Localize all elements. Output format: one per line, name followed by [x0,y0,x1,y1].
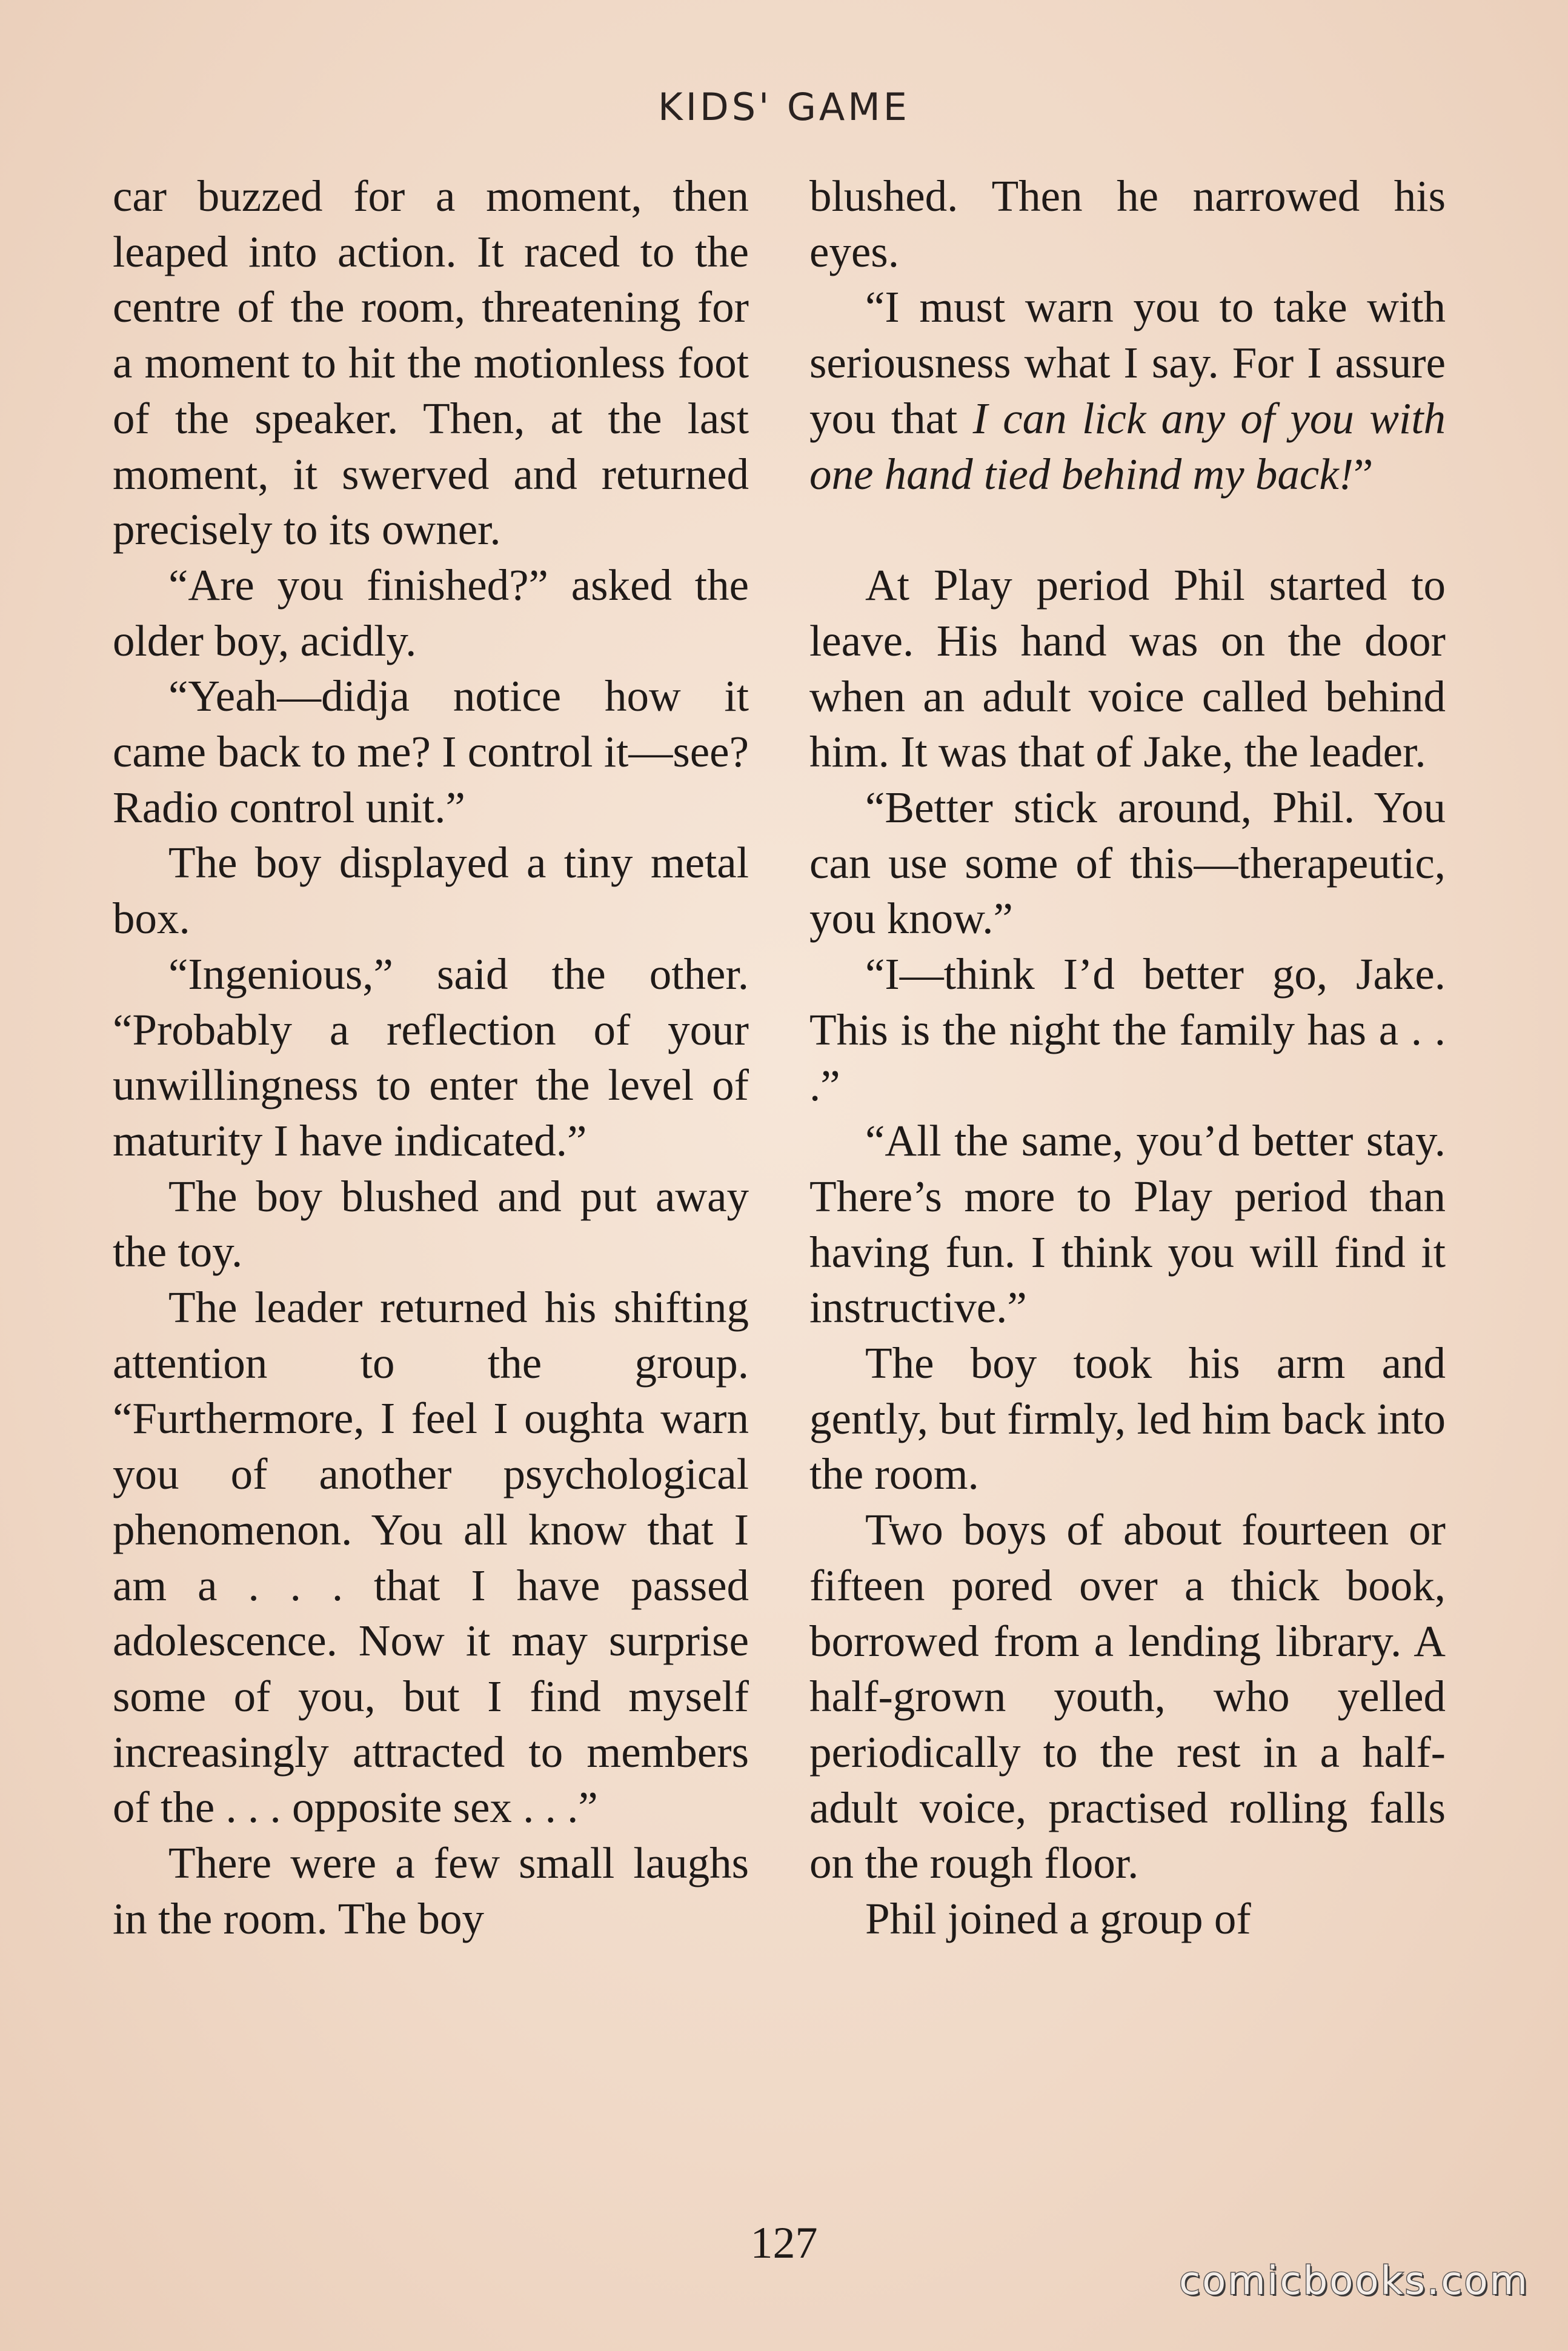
paragraph: “Ingenious,” said the other. “Probably a reflection of your unwillingness to enter the level of maturity I have indicated.” [113,949,749,1165]
closing-quote: ” [1354,449,1374,499]
paragraph: “Yeah—didja notice how it came back to me? I control it—see? Radio control unit.” [113,671,749,832]
left-column [113,168,749,1947]
italic-emphasis: I can lick any of you with one hand tied behind my back! [809,393,1446,499]
paragraph: There were a few small laughs in the room. The boy [113,1838,749,1943]
paragraph: Phil joined a group of [865,1894,1251,1944]
paragraph: “Are you finished?” asked the older boy, acidly. [113,560,749,665]
watermark-logo: comicbooks.com [1178,2259,1529,2304]
paragraph: The boy displayed a tiny metal box. [113,838,749,943]
page-number: 127 [750,2218,818,2268]
paragraph: “Better stick around, Phil. You can use some of this—therapeutic, you know.” [809,783,1446,943]
right-column [809,168,1446,1947]
paragraph: The boy took his arm and gently, but firmly, led him back into the room. [809,1338,1446,1499]
paragraph: “I—think I’d better go, Jake. This is the night the family has a . . .” [809,949,1446,1110]
paragraph: The leader returned his shifting attention to the group. “Furthermore, I feel I oughta warn you of another psychological phenomenon. You all know that I am a . . . that I have passed adolescence. Now it may surprise some of you, but I find myself increasingly attracted to members of the . . . opposite sex . . .” [113,1283,749,1832]
paragraph [809,279,1446,502]
paragraph: car buzzed for a moment, then leaped into action. It raced to the centre of the room, threatening for a moment to hit the motionless foot of the speaker. Then, at the last moment, it swerved and returned precisely to its owner. [113,171,749,554]
paragraph: “All the same, you’d better stay. There’s more to Play period than having fun. I think you will find it instructive.” [809,1116,1446,1332]
paragraph: Two boys of about fourteen or fifteen pored over a thick book, borrowed from a lending library. A half-grown youth, who yelled periodically to the rest in a half-adult voice, practised rolling falls on the rough floor. [809,1505,1446,1888]
paragraph: At Play period Phil started to leave. His hand was on the door when an adult voice called behind him. It was that of Jake, the leader. [809,560,1446,777]
paragraph: blushed. Then he narrowed his eyes. [809,171,1446,276]
paragraph: The boy blushed and put away the toy. [113,1171,749,1277]
running-header: KIDS' GAME [658,85,910,129]
paragraph-text: “I must warn you to take with seriousness what I say. For I assure you that [809,282,1446,443]
